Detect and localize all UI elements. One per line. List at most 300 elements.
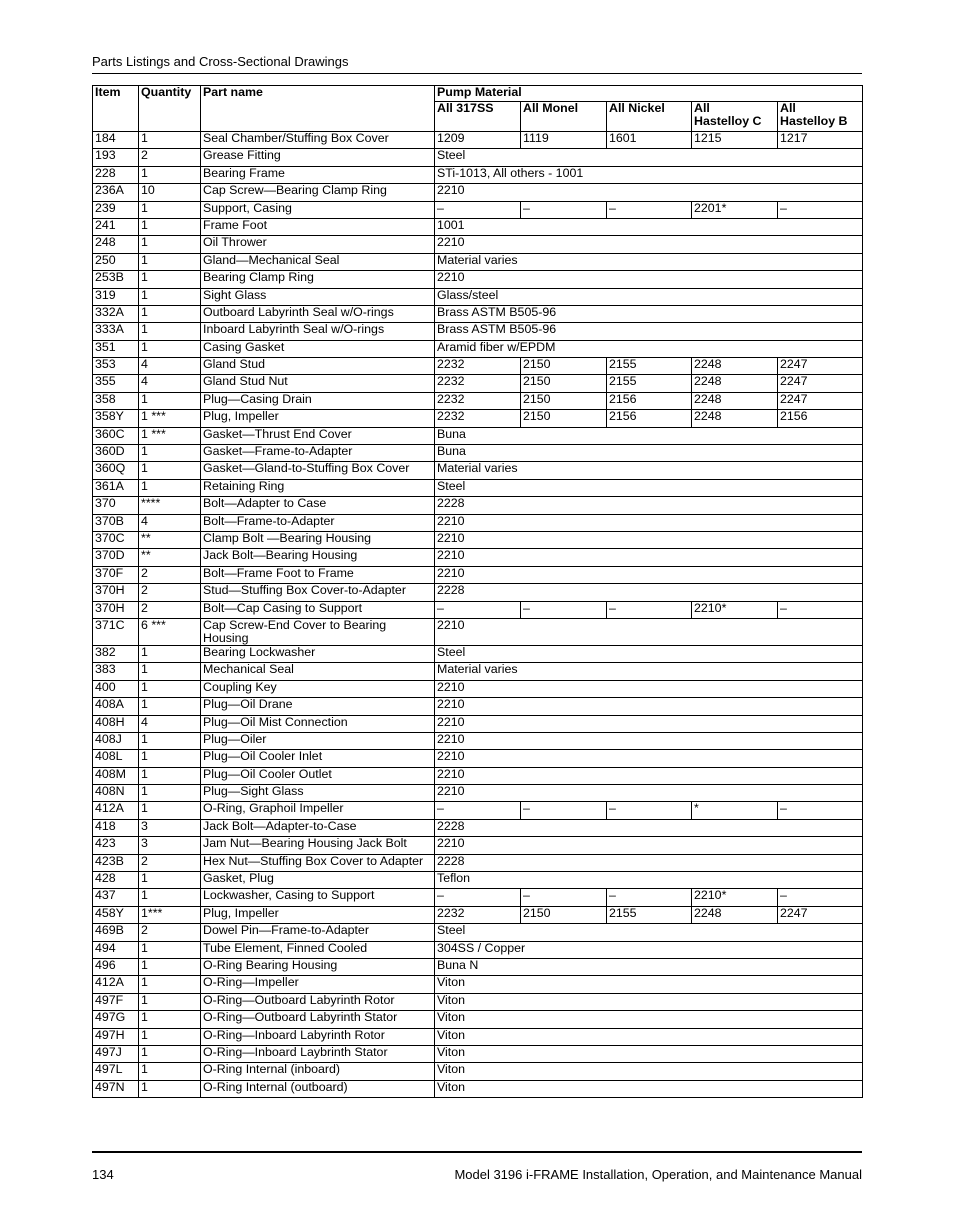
part-name-cell: Sight Glass	[201, 288, 435, 305]
item-cell: 239	[93, 201, 139, 218]
table-row	[93, 323, 863, 340]
part-name-cell: Bearing Lockwasher	[201, 645, 435, 662]
material-cell: 2210	[435, 715, 863, 732]
material-cell: 2210	[435, 514, 863, 531]
part-name-cell: Jack Bolt—Adapter-to-Case	[201, 819, 435, 836]
material-cell: –	[435, 802, 521, 819]
table-row	[93, 462, 863, 479]
item-cell: 497F	[93, 993, 139, 1010]
quantity-cell: 2	[139, 924, 201, 941]
item-cell: 383	[93, 663, 139, 680]
table-row	[93, 305, 863, 322]
item-cell: 423	[93, 837, 139, 854]
item-cell: 497H	[93, 1028, 139, 1045]
item-cell: 184	[93, 132, 139, 149]
part-name-cell: Cap Screw—Bearing Clamp Ring	[201, 184, 435, 201]
item-cell: 400	[93, 680, 139, 697]
quantity-cell: 1	[139, 976, 201, 993]
material-cell: 2210	[435, 750, 863, 767]
table-row	[93, 132, 863, 149]
quantity-cell: 1	[139, 445, 201, 462]
part-name-cell: Plug—Oil Drane	[201, 698, 435, 715]
table-row	[93, 785, 863, 802]
material-cell: 2150	[521, 906, 607, 923]
item-cell: 497J	[93, 1045, 139, 1062]
part-name-cell: O-Ring—Inboard Laybrinth Stator	[201, 1045, 435, 1062]
material-cell: 2248	[692, 375, 778, 392]
material-cell: 2156	[778, 410, 863, 427]
material-cell: 304SS / Copper	[435, 941, 863, 958]
quantity-cell: 1	[139, 340, 201, 357]
material-cell: 2228	[435, 497, 863, 514]
material-cell: 2210	[435, 618, 863, 645]
quantity-cell: 1	[139, 236, 201, 253]
material-cell: Aramid fiber w/EPDM	[435, 340, 863, 357]
material-cell: STi-1013, All others - 1001	[435, 166, 863, 183]
part-name-cell: Lockwasher, Casing to Support	[201, 889, 435, 906]
item-cell: 361A	[93, 479, 139, 496]
part-name-cell: Gasket, Plug	[201, 872, 435, 889]
quantity-cell: 1 ***	[139, 427, 201, 444]
quantity-cell: **	[139, 531, 201, 548]
header-material-hastelloy-c: All Hastelloy C	[692, 102, 778, 132]
item-cell: 371C	[93, 618, 139, 645]
material-cell: 2210	[435, 549, 863, 566]
part-name-cell: Coupling Key	[201, 680, 435, 697]
quantity-cell: 1	[139, 732, 201, 749]
item-cell: 193	[93, 149, 139, 166]
table-row	[93, 149, 863, 166]
table-row	[93, 854, 863, 871]
table-row	[93, 1028, 863, 1045]
table-row	[93, 392, 863, 409]
part-name-cell: Hex Nut—Stuffing Box Cover to Adapter	[201, 854, 435, 871]
quantity-cell: 2	[139, 566, 201, 583]
table-row	[93, 566, 863, 583]
part-name-cell: Dowel Pin—Frame-to-Adapter	[201, 924, 435, 941]
item-cell: 360D	[93, 445, 139, 462]
material-cell: 2228	[435, 584, 863, 601]
manual-title: Model 3196 i-FRAME Installation, Operation, and Maintenance Manual	[454, 1167, 862, 1182]
item-cell: 353	[93, 358, 139, 375]
material-cell: Viton	[435, 1045, 863, 1062]
material-cell: Material varies	[435, 663, 863, 680]
material-cell: 2210	[435, 271, 863, 288]
item-cell: 412A	[93, 976, 139, 993]
material-cell: 2232	[435, 410, 521, 427]
part-name-cell: Casing Gasket	[201, 340, 435, 357]
table-row	[93, 1063, 863, 1080]
table-row	[93, 166, 863, 183]
quantity-cell: 1	[139, 1011, 201, 1028]
table-row	[93, 819, 863, 836]
material-cell: 2210	[435, 767, 863, 784]
part-name-cell: Gasket—Thrust End Cover	[201, 427, 435, 444]
table-row	[93, 698, 863, 715]
quantity-cell: 1	[139, 889, 201, 906]
item-cell: 382	[93, 645, 139, 662]
material-cell: 2210	[435, 785, 863, 802]
quantity-cell: 1	[139, 698, 201, 715]
quantity-cell: 1	[139, 750, 201, 767]
table-row	[93, 889, 863, 906]
material-cell: 2247	[778, 906, 863, 923]
material-cell: 1601	[607, 132, 692, 149]
material-cell: Material varies	[435, 253, 863, 270]
material-cell: 2210	[435, 184, 863, 201]
table-row	[93, 601, 863, 618]
material-cell: –	[778, 601, 863, 618]
material-cell: 2248	[692, 410, 778, 427]
header-material-nickel: All Nickel	[607, 102, 692, 132]
table-row	[93, 1080, 863, 1097]
item-cell: 408M	[93, 767, 139, 784]
item-cell: 358	[93, 392, 139, 409]
material-cell: 2150	[521, 392, 607, 409]
material-cell: 2232	[435, 392, 521, 409]
quantity-cell: 3	[139, 837, 201, 854]
material-cell: –	[607, 201, 692, 218]
item-cell: 360Q	[93, 462, 139, 479]
material-cell: Viton	[435, 1063, 863, 1080]
parts-table	[92, 85, 863, 1098]
part-name-cell: O-Ring—Inboard Labyrinth Rotor	[201, 1028, 435, 1045]
material-cell: Brass ASTM B505-96	[435, 305, 863, 322]
item-cell: 423B	[93, 854, 139, 871]
part-name-cell: Plug—Oil Mist Connection	[201, 715, 435, 732]
material-cell: Steel	[435, 645, 863, 662]
material-cell: 2210	[435, 732, 863, 749]
material-cell: 2156	[607, 410, 692, 427]
quantity-cell: 1	[139, 218, 201, 235]
table-row	[93, 288, 863, 305]
material-cell: 2210	[435, 236, 863, 253]
item-cell: 236A	[93, 184, 139, 201]
table-row	[93, 715, 863, 732]
header-part-name: Part name	[201, 86, 435, 132]
quantity-cell: 1***	[139, 906, 201, 923]
material-cell: *	[692, 802, 778, 819]
table-row	[93, 645, 863, 662]
item-cell: 355	[93, 375, 139, 392]
quantity-cell: 2	[139, 601, 201, 618]
material-cell: 2228	[435, 819, 863, 836]
table-row	[93, 924, 863, 941]
material-cell: 2155	[607, 906, 692, 923]
part-name-cell: Bolt—Adapter to Case	[201, 497, 435, 514]
part-name-cell: Jack Bolt—Bearing Housing	[201, 549, 435, 566]
material-cell: 2210	[435, 680, 863, 697]
quantity-cell: 1	[139, 479, 201, 496]
part-name-cell: O-Ring Bearing Housing	[201, 958, 435, 975]
header-material-hastelloy-b: All Hastelloy B	[778, 102, 863, 132]
part-name-cell: Cap Screw-End Cover to Bearing Housing	[201, 618, 435, 645]
part-name-cell: O-Ring—Outboard Labyrinth Rotor	[201, 993, 435, 1010]
item-cell: 370F	[93, 566, 139, 583]
table-row	[93, 253, 863, 270]
table-row	[93, 941, 863, 958]
item-cell: 360C	[93, 427, 139, 444]
header-divider	[92, 73, 862, 74]
material-cell: Buna	[435, 427, 863, 444]
material-cell: Viton	[435, 1080, 863, 1097]
part-name-cell: Plug—Casing Drain	[201, 392, 435, 409]
item-cell: 370D	[93, 549, 139, 566]
part-name-cell: Gland Stud	[201, 358, 435, 375]
material-cell: –	[778, 201, 863, 218]
item-cell: 370H	[93, 584, 139, 601]
material-cell: 2248	[692, 358, 778, 375]
quantity-cell: 4	[139, 375, 201, 392]
item-cell: 370C	[93, 531, 139, 548]
quantity-cell: 1	[139, 1063, 201, 1080]
part-name-cell: Gland—Mechanical Seal	[201, 253, 435, 270]
quantity-cell: 1	[139, 271, 201, 288]
material-cell: 2210	[435, 837, 863, 854]
header-material-monel: All Monel	[521, 102, 607, 132]
material-cell: 2150	[521, 375, 607, 392]
material-cell: –	[521, 601, 607, 618]
table-row	[93, 427, 863, 444]
part-name-cell: O-Ring Internal (inboard)	[201, 1063, 435, 1080]
material-cell: Viton	[435, 1011, 863, 1028]
part-name-cell: Tube Element, Finned Cooled	[201, 941, 435, 958]
material-cell: 2248	[692, 906, 778, 923]
part-name-cell: Clamp Bolt —Bearing Housing	[201, 531, 435, 548]
part-name-cell: O-Ring, Graphoil Impeller	[201, 802, 435, 819]
material-cell: 2210	[435, 566, 863, 583]
material-cell: 2247	[778, 392, 863, 409]
material-cell: –	[607, 889, 692, 906]
quantity-cell: 1	[139, 767, 201, 784]
table-row	[93, 837, 863, 854]
quantity-cell: 4	[139, 514, 201, 531]
part-name-cell: Plug—Oil Cooler Inlet	[201, 750, 435, 767]
item-cell: 428	[93, 872, 139, 889]
part-name-cell: Plug—Oil Cooler Outlet	[201, 767, 435, 784]
part-name-cell: Support, Casing	[201, 201, 435, 218]
item-cell: 497N	[93, 1080, 139, 1097]
table-row	[93, 271, 863, 288]
material-cell: –	[521, 201, 607, 218]
table-row	[93, 958, 863, 975]
material-cell: –	[778, 889, 863, 906]
part-name-cell: Retaining Ring	[201, 479, 435, 496]
quantity-cell: 1	[139, 941, 201, 958]
table-row	[93, 410, 863, 427]
table-row	[93, 340, 863, 357]
item-cell: 408L	[93, 750, 139, 767]
item-cell: 253B	[93, 271, 139, 288]
table-row	[93, 584, 863, 601]
item-cell: 228	[93, 166, 139, 183]
header-material-317ss: All 317SS	[435, 102, 521, 132]
item-cell: 319	[93, 288, 139, 305]
material-cell: 2232	[435, 358, 521, 375]
quantity-cell: 1	[139, 1045, 201, 1062]
quantity-cell: 1	[139, 288, 201, 305]
item-cell: 408H	[93, 715, 139, 732]
table-row	[93, 993, 863, 1010]
quantity-cell: 1	[139, 305, 201, 322]
part-name-cell: Bolt—Cap Casing to Support	[201, 601, 435, 618]
part-name-cell: Bearing Frame	[201, 166, 435, 183]
section-title: Parts Listings and Cross-Sectional Drawings	[92, 54, 349, 69]
item-cell: 332A	[93, 305, 139, 322]
table-row	[93, 531, 863, 548]
quantity-cell: ****	[139, 497, 201, 514]
part-name-cell: Plug, Impeller	[201, 410, 435, 427]
material-cell: –	[435, 889, 521, 906]
item-cell: 497L	[93, 1063, 139, 1080]
material-cell: 2210	[435, 698, 863, 715]
footer-divider	[92, 1151, 862, 1153]
material-cell: 1215	[692, 132, 778, 149]
quantity-cell: 3	[139, 819, 201, 836]
quantity-cell: 1	[139, 958, 201, 975]
part-name-cell: Bolt—Frame-to-Adapter	[201, 514, 435, 531]
quantity-cell: 1	[139, 872, 201, 889]
material-cell: 1209	[435, 132, 521, 149]
quantity-cell: 2	[139, 149, 201, 166]
material-cell: Steel	[435, 924, 863, 941]
item-cell: 494	[93, 941, 139, 958]
material-cell: Steel	[435, 149, 863, 166]
quantity-cell: 10	[139, 184, 201, 201]
table-row	[93, 201, 863, 218]
part-name-cell: Gasket—Frame-to-Adapter	[201, 445, 435, 462]
table-row	[93, 976, 863, 993]
material-cell: 2248	[692, 392, 778, 409]
quantity-cell: 4	[139, 715, 201, 732]
material-cell: Buna N	[435, 958, 863, 975]
item-cell: 370H	[93, 601, 139, 618]
part-name-cell: Jam Nut—Bearing Housing Jack Bolt	[201, 837, 435, 854]
item-cell: 408J	[93, 732, 139, 749]
material-cell: –	[521, 889, 607, 906]
item-cell: 496	[93, 958, 139, 975]
item-cell: 412A	[93, 802, 139, 819]
quantity-cell: 1	[139, 645, 201, 662]
item-cell: 370B	[93, 514, 139, 531]
material-cell: Brass ASTM B505-96	[435, 323, 863, 340]
material-cell: 2210	[435, 531, 863, 548]
item-cell: 241	[93, 218, 139, 235]
material-cell: 2232	[435, 906, 521, 923]
material-cell: 2247	[778, 375, 863, 392]
quantity-cell: 1	[139, 253, 201, 270]
part-name-cell: Mechanical Seal	[201, 663, 435, 680]
material-cell: Material varies	[435, 462, 863, 479]
table-row	[93, 1011, 863, 1028]
material-cell: 1001	[435, 218, 863, 235]
part-name-cell: Grease Fitting	[201, 149, 435, 166]
part-name-cell: O-Ring—Outboard Labyrinth Stator	[201, 1011, 435, 1028]
material-cell: 1217	[778, 132, 863, 149]
part-name-cell: Plug—Sight Glass	[201, 785, 435, 802]
table-row	[93, 236, 863, 253]
material-cell: 2155	[607, 375, 692, 392]
material-cell: 2201*	[692, 201, 778, 218]
material-cell: 2228	[435, 854, 863, 871]
table-row	[93, 479, 863, 496]
table-row	[93, 767, 863, 784]
quantity-cell: 1	[139, 323, 201, 340]
material-cell: Viton	[435, 1028, 863, 1045]
table-row	[93, 514, 863, 531]
part-name-cell: O-Ring Internal (outboard)	[201, 1080, 435, 1097]
material-cell: –	[778, 802, 863, 819]
quantity-cell: 2	[139, 584, 201, 601]
item-cell: 250	[93, 253, 139, 270]
table-row	[93, 750, 863, 767]
table-row	[93, 1045, 863, 1062]
material-cell: 1119	[521, 132, 607, 149]
quantity-cell: 1	[139, 132, 201, 149]
item-cell: 408A	[93, 698, 139, 715]
item-cell: 370	[93, 497, 139, 514]
part-name-cell: Bearing Clamp Ring	[201, 271, 435, 288]
quantity-cell: 1	[139, 802, 201, 819]
table-row	[93, 497, 863, 514]
material-cell: 2210*	[692, 601, 778, 618]
material-cell: 2155	[607, 358, 692, 375]
table-row	[93, 549, 863, 566]
item-cell: 469B	[93, 924, 139, 941]
material-cell: –	[521, 802, 607, 819]
material-cell: 2247	[778, 358, 863, 375]
item-cell: 408N	[93, 785, 139, 802]
quantity-cell: 1	[139, 1028, 201, 1045]
table-row	[93, 618, 863, 645]
item-cell: 358Y	[93, 410, 139, 427]
table-row	[93, 358, 863, 375]
part-name-cell: Seal Chamber/Stuffing Box Cover	[201, 132, 435, 149]
part-name-cell: Frame Foot	[201, 218, 435, 235]
part-name-cell: Plug, Impeller	[201, 906, 435, 923]
table-row	[93, 732, 863, 749]
part-name-cell: Inboard Labyrinth Seal w/O-rings	[201, 323, 435, 340]
quantity-cell: 1	[139, 392, 201, 409]
material-cell: Glass/steel	[435, 288, 863, 305]
material-cell: Steel	[435, 479, 863, 496]
item-cell: 248	[93, 236, 139, 253]
table-row	[93, 872, 863, 889]
quantity-cell: 1	[139, 785, 201, 802]
material-cell: –	[435, 201, 521, 218]
table-row	[93, 218, 863, 235]
material-cell: 2150	[521, 358, 607, 375]
material-cell: –	[607, 802, 692, 819]
material-cell: Viton	[435, 976, 863, 993]
page-number: 134	[92, 1167, 114, 1182]
table-row	[93, 680, 863, 697]
part-name-cell: Outboard Labyrinth Seal w/O-rings	[201, 305, 435, 322]
item-cell: 458Y	[93, 906, 139, 923]
quantity-cell: 4	[139, 358, 201, 375]
item-cell: 333A	[93, 323, 139, 340]
quantity-cell: 1	[139, 680, 201, 697]
quantity-cell: 2	[139, 854, 201, 871]
part-name-cell: Plug—Oiler	[201, 732, 435, 749]
part-name-cell: Stud—Stuffing Box Cover-to-Adapter	[201, 584, 435, 601]
material-cell: –	[607, 601, 692, 618]
quantity-cell: 1	[139, 201, 201, 218]
material-cell: 2232	[435, 375, 521, 392]
quantity-cell: **	[139, 549, 201, 566]
material-cell: –	[435, 601, 521, 618]
header-quantity: Quantity	[139, 86, 201, 132]
